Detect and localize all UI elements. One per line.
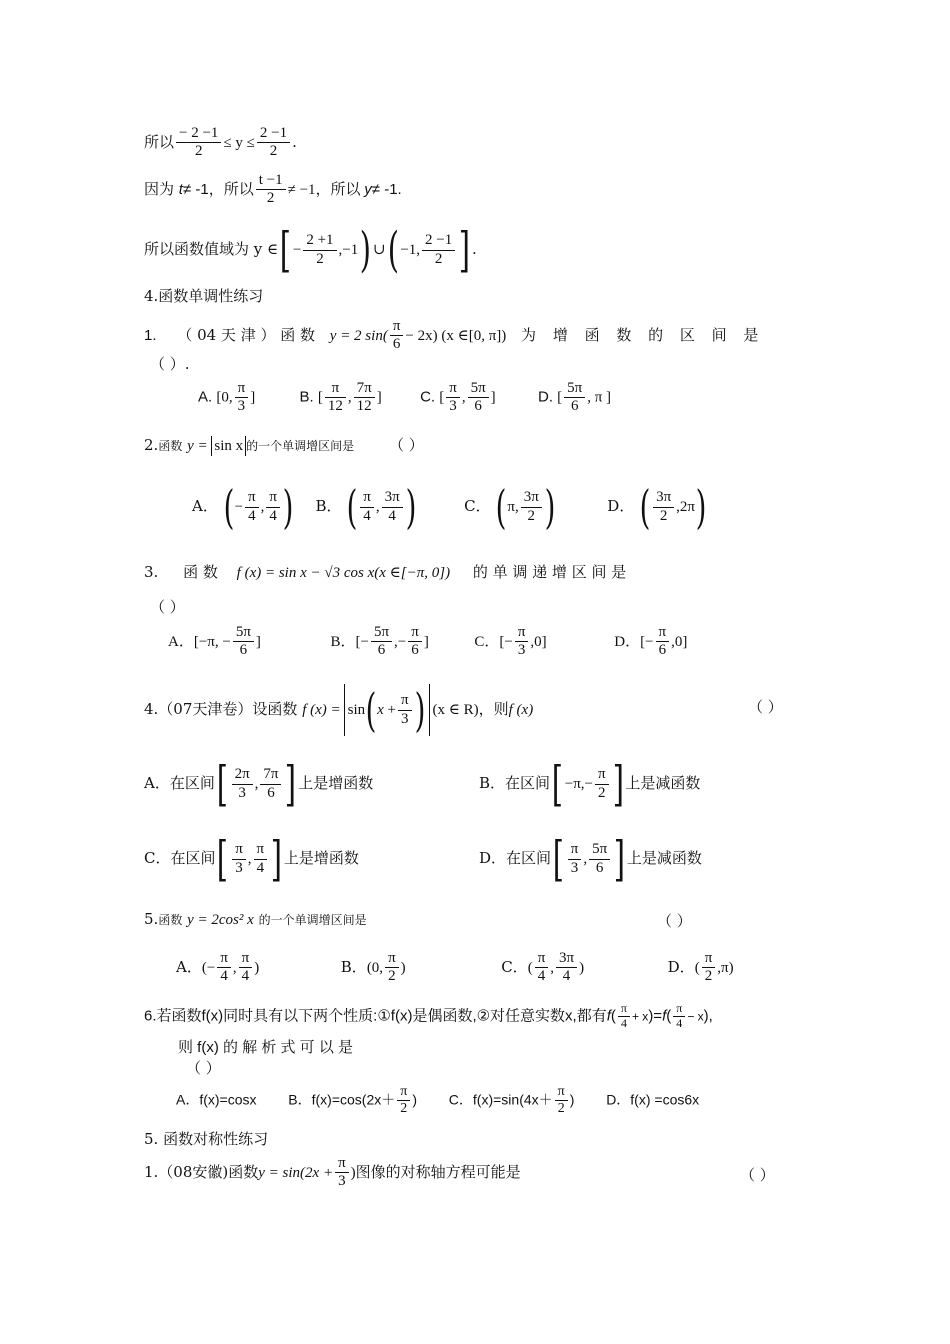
numerator: π bbox=[392, 318, 401, 334]
option-c-label: C． bbox=[501, 957, 528, 976]
answer-paren: （ ） bbox=[657, 912, 692, 930]
option-b: B．f(x)=cos(2x＋ bbox=[288, 1091, 396, 1108]
denominator: 6 bbox=[390, 335, 404, 353]
fraction bbox=[564, 380, 585, 416]
text: 上是增函数 bbox=[298, 774, 374, 792]
abs-expression: sin x bbox=[211, 436, 246, 456]
question-2-options: A． (− $\frac{\pi}{4}$ , $\frac{\pi}{4}$ ) B． ( $\frac{\pi}{4}$ , $\frac{3\pi}{4}$ ) C． (π, $\frac{3\pi}{2}$ ) D． ( $\frac{3\pi}{2}$ ,2π) bbox=[192, 480, 707, 534]
denominator: 6 bbox=[468, 397, 489, 415]
symmetry-question-1: 1.（08安徽)函数y = sin(2x + $\frac{\pi}{3}$ )图像的对称轴方程可能是 bbox=[144, 1155, 521, 1190]
answer-paren: （ ） bbox=[150, 598, 185, 616]
numerator: 5π bbox=[567, 380, 583, 396]
text: 为 增 函 数 的 区 间 是 bbox=[521, 325, 765, 344]
question-6-options: A．f(x)=cosx B．f(x)=cos(2x＋ $\frac{\pi}{2}$ ) C．f(x)=sin(4x＋ $\frac{\pi}{2}$ ) D．f(x) =cos6x bbox=[176, 1084, 700, 1117]
option-d: D．f(x) =cos6x bbox=[606, 1091, 700, 1108]
formula: f (x) = bbox=[302, 702, 341, 718]
inequality: ≤ y ≤ bbox=[223, 134, 255, 151]
fraction bbox=[468, 380, 489, 416]
text: 上是减函数 bbox=[626, 849, 702, 867]
numerator: t −1 bbox=[258, 172, 283, 188]
text: 因为 bbox=[144, 179, 179, 198]
option-a-label: A． bbox=[176, 957, 202, 976]
option-c: C．在区间 bbox=[144, 849, 216, 867]
option-b: B．在区间 bbox=[479, 774, 551, 792]
var-y: y bbox=[364, 180, 372, 198]
left-bracket: [ bbox=[279, 222, 292, 278]
text: 的一个单调增区间是 bbox=[246, 439, 355, 453]
option-a-label: A． bbox=[192, 497, 218, 515]
text: 图像的对称轴方程可能是 bbox=[355, 1162, 521, 1181]
numerator: π bbox=[237, 380, 246, 396]
text: 的 单 调 递 增 区 间 是 bbox=[472, 563, 627, 581]
fraction bbox=[354, 380, 375, 416]
line-t-condition bbox=[144, 172, 402, 208]
numerator: − 2 −1 bbox=[179, 125, 219, 141]
option-c: C．f(x)=sin(4x＋ bbox=[448, 1091, 553, 1108]
text: 上是增函数 bbox=[283, 849, 359, 867]
option-a-label: A. bbox=[198, 388, 213, 406]
question-5-stem bbox=[144, 912, 367, 928]
denominator: 2 bbox=[422, 250, 455, 268]
question-number: 3. bbox=[144, 563, 159, 581]
numerator: 7π bbox=[356, 380, 372, 396]
option-d: D．[− bbox=[614, 633, 654, 650]
formula: y = bbox=[187, 438, 212, 454]
formula: y = 2cos² x bbox=[187, 912, 254, 928]
right-paren: ) bbox=[360, 222, 372, 278]
question-4-option-d: D．在区间[ $\frac{\pi}{3}$ , $\frac{5\pi}{6}$ ] 上是减函数 bbox=[479, 831, 702, 887]
option-a: A．在区间 bbox=[144, 774, 215, 792]
text: 所以函数值域为 y ∈ bbox=[144, 240, 279, 258]
question-1-stem bbox=[144, 318, 764, 354]
neg: − bbox=[292, 242, 302, 258]
fraction bbox=[390, 318, 404, 354]
denominator: 3 bbox=[235, 397, 249, 415]
text: 所以 bbox=[144, 132, 175, 151]
text: 函 数 bbox=[183, 563, 218, 581]
option-c-label: C. bbox=[420, 388, 436, 406]
question-6-stem: 6.若函数f(x)同时具有以下两个性质:①f(x)是偶函数,②对任意实数x,都有f( $\frac{\pi}{4}$ + x)=f( $\frac{\pi}{4}$ − x), bbox=[144, 1001, 713, 1030]
denominator: 12 bbox=[354, 397, 375, 415]
option-c: C．[− bbox=[474, 633, 513, 650]
answer-paren: （ ） bbox=[748, 698, 783, 716]
answer-paren: （ ） bbox=[740, 1166, 775, 1184]
denominator: 2 bbox=[303, 250, 336, 268]
question-number: 2. bbox=[144, 436, 159, 454]
section-heading: 5. 函数对称性练习 bbox=[144, 1130, 269, 1148]
fraction bbox=[176, 125, 221, 161]
answer-paren: （ ）. bbox=[150, 355, 190, 373]
numerator: 2 +1 bbox=[306, 232, 334, 249]
text: 函数 bbox=[158, 439, 183, 453]
option-a: A．[−π, − bbox=[168, 633, 231, 650]
question-5-options: A．(− $\frac{\pi}{4}$ , $\frac{\pi}{4}$ ) B．(0, $\frac{\pi}{2}$ ) C．( $\frac{\pi}{4}$ , $\frac{3\pi}{4}$ ) D．( $\frac{\pi}{2}$ ,π) bbox=[176, 950, 734, 985]
question-6-line2: 则 f(x) 的 解 析 式 可 以 是 bbox=[178, 1039, 353, 1056]
fraction bbox=[422, 232, 455, 268]
formula: − 2x) (x ∈[0, π]) bbox=[405, 327, 507, 344]
numerator: 5π bbox=[470, 380, 486, 396]
option-d-label: D． bbox=[607, 497, 635, 515]
formula: f (x) = sin x − √3 cos x(x ∈[−π, 0]) bbox=[236, 565, 451, 581]
denominator: 2 bbox=[257, 142, 290, 160]
question-number: 5. bbox=[144, 910, 159, 928]
question-4-option-b: B．在区间[ −π,− $\frac{\pi}{2}$ ] 上是减函数 bbox=[479, 756, 701, 812]
option-c-label: C． bbox=[464, 497, 491, 515]
answer-paren: （ ） bbox=[388, 436, 424, 454]
numerator: 2 −1 bbox=[425, 232, 453, 249]
denominator: 2 bbox=[256, 189, 286, 207]
question-number: 4.（07天津卷）设函数 bbox=[144, 700, 298, 718]
text: （ 04 天 津 ） 函 数 bbox=[177, 325, 315, 344]
line-range-result: 所以函数值域为 y ∈[ − $\frac{2 +1}{2}$ ,−1) ∪( −1, $\frac{2 -1}{2}$ ] . bbox=[144, 222, 477, 278]
question-3-stem bbox=[144, 565, 626, 581]
question-1-options: A. [0, $\frac{\pi}{3}$ ] B. [ $\frac{\pi}{12}$ , $\frac{7\pi}{12}$ ] C. [ $\frac{\pi}{3}$ , $\frac{5\pi}{6}$ ] D. [ $\frac{5\pi}{6}$ , π ] bbox=[198, 380, 612, 415]
question-4-option-c: C．在区间[ $\frac{\pi}{3}$ , $\frac{\pi}{4}$ ] 上是增函数 bbox=[144, 831, 359, 887]
numerator: 2 −1 bbox=[259, 125, 288, 141]
option-d: D．在区间 bbox=[479, 849, 552, 867]
left-paren: ( bbox=[387, 222, 399, 278]
text: ≠ −1，所以 bbox=[287, 181, 365, 198]
fraction bbox=[446, 380, 460, 416]
option-b-label: B． bbox=[340, 957, 367, 976]
right-bracket: ] bbox=[458, 222, 471, 278]
denominator: 12 bbox=[325, 397, 346, 415]
fraction bbox=[235, 380, 249, 416]
numerator: π bbox=[331, 380, 340, 396]
text: ≠ -1. bbox=[371, 180, 402, 198]
denominator: 3 bbox=[446, 397, 460, 415]
option-d-label: D. bbox=[537, 388, 553, 406]
option-a: A．f(x)=cosx bbox=[176, 1091, 257, 1108]
text: 的一个单调增区间是 bbox=[258, 913, 367, 927]
question-4-option-a: A．在区间[ $\frac{2\pi}{3}$ , $\frac{7\pi}{6}$ ] 上是增函数 bbox=[144, 756, 374, 812]
option-b: B．[− bbox=[330, 633, 369, 650]
option-d-label: D． bbox=[667, 957, 695, 976]
text: 6.若函数f(x)同时具有以下两个性质:①f(x)是偶函数,②对任意实数x,都有 bbox=[144, 1007, 607, 1025]
question-number: 1. bbox=[144, 326, 157, 344]
question-3-options: A．[−π, − $\frac{5\pi}{6}$ ] B．[− $\frac{5\pi}{6}$ ,− $\frac{\pi}{6}$ ] C．[− $\frac{\pi}{3}$ ,0] D．[− $\frac{\pi}{6}$ ,0] bbox=[168, 624, 688, 659]
formula: f (x) bbox=[508, 702, 534, 718]
numerator: π bbox=[449, 380, 457, 396]
section-heading: 4.函数单调性练习 bbox=[144, 287, 264, 305]
option-b-label: B． bbox=[315, 497, 342, 515]
denominator: 6 bbox=[564, 397, 585, 415]
formula: y = sin(2x + bbox=[258, 1164, 334, 1181]
var-t: t bbox=[178, 180, 183, 198]
text: ≠ -1，所以 bbox=[182, 180, 254, 198]
answer-paren: （ ） bbox=[186, 1059, 221, 1077]
fraction bbox=[303, 232, 336, 268]
fraction bbox=[257, 125, 290, 161]
formula: (x ∈ R)，则 bbox=[432, 702, 509, 718]
question-4-stem: 4.（07天津卷）设函数 f (x) = sin(x + $\frac{\pi}{3}$ ) (x ∈ R)，则f (x) bbox=[144, 683, 534, 737]
fraction bbox=[256, 172, 286, 208]
text: 函数 bbox=[158, 913, 183, 927]
question-number: 1.（08安徽)函数 bbox=[144, 1162, 259, 1181]
option-b-label: B. bbox=[299, 388, 314, 406]
question-2-stem bbox=[144, 436, 424, 456]
text: 上是减函数 bbox=[625, 774, 701, 792]
line-range-bound: 所以 $\frac{- 2 -1}{2}$ ≤ y ≤ $\frac{2 -1}{2}$ . bbox=[144, 125, 297, 160]
fraction bbox=[325, 380, 346, 416]
denominator: 2 bbox=[176, 142, 221, 160]
formula: y = 2 sin( bbox=[329, 327, 388, 344]
